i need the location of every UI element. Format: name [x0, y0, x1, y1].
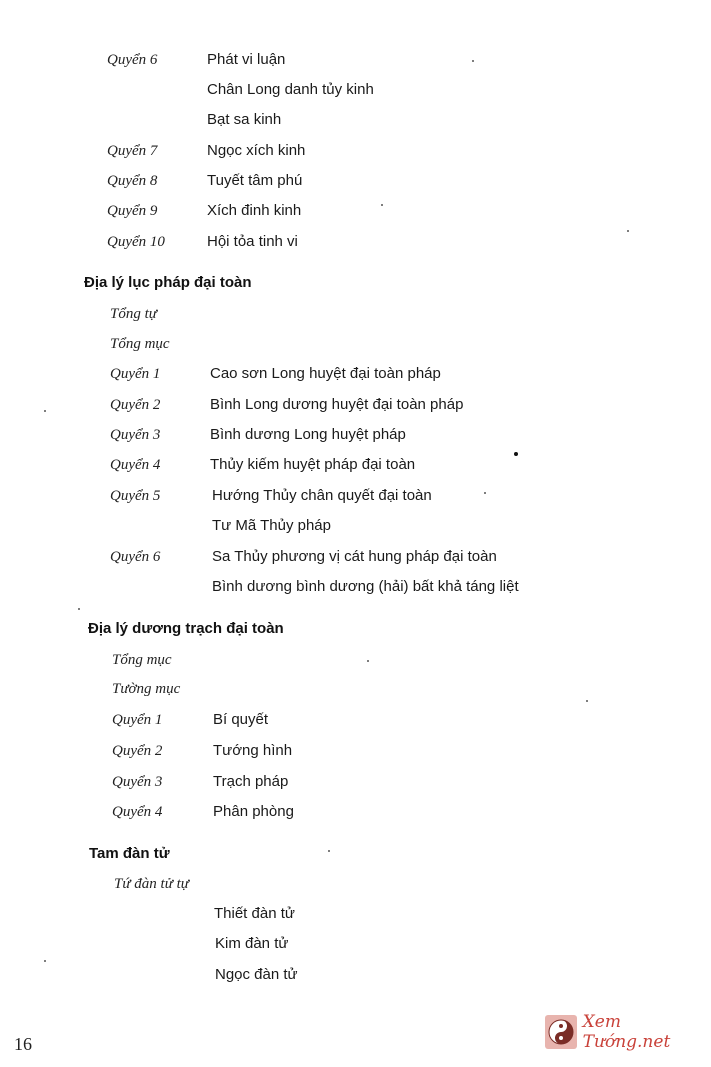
- entry-label: Quyển 10: [107, 234, 165, 250]
- entry-value: Bạt sa kinh: [207, 111, 282, 128]
- entry-label: Tổng mục: [112, 652, 172, 668]
- scan-speck: [484, 492, 486, 494]
- entry-label: Quyển 2: [110, 397, 161, 413]
- watermark: [545, 1014, 705, 1050]
- entry-label: Tổng tự: [110, 306, 157, 322]
- scan-speck: [627, 230, 629, 232]
- entry-value: Kim đàn tử: [215, 935, 289, 952]
- entry-label: Quyển 3: [112, 774, 163, 790]
- entry-value: Hướng Thủy chân quyết đại toàn: [212, 487, 432, 504]
- entry-label: Tổng mục: [110, 336, 170, 352]
- entry-value: Thủy kiếm huyệt pháp đại toàn: [210, 456, 416, 473]
- entry-value: Ngọc xích kinh: [207, 142, 306, 159]
- entry-label: Tường mục: [112, 681, 181, 697]
- entry-value: Phát vi luận: [207, 51, 286, 68]
- scan-speck: [78, 608, 80, 610]
- entry-value: Trạch pháp: [213, 773, 289, 790]
- entry-label: Quyển 1: [110, 366, 161, 382]
- page-number: 16: [14, 1034, 32, 1054]
- entry-value: Bình dương bình dương (hải) bất khả táng liệt: [212, 578, 519, 595]
- section-heading: Tam đàn tử: [89, 845, 170, 862]
- entry-value: Phân phòng: [213, 803, 294, 820]
- entry-value: Tư Mã Thủy pháp: [212, 517, 331, 534]
- entry-value: Cao sơn Long huyệt đại toàn pháp: [210, 365, 441, 382]
- scan-speck: [381, 204, 383, 206]
- entry-value: Bình dương Long huyệt pháp: [210, 426, 406, 443]
- entry-label: Quyển 1: [112, 712, 163, 728]
- section-heading: Địa lý dương trạch đại toàn: [88, 620, 284, 637]
- yin-yang-icon: [545, 1015, 577, 1049]
- entry-value: Tuyết tâm phú: [207, 172, 303, 189]
- scan-speck: [328, 850, 330, 852]
- scan-speck: [472, 60, 474, 62]
- entry-label: Quyển 3: [110, 427, 161, 443]
- entry-value: Chân Long danh tủy kinh: [207, 81, 374, 98]
- entry-label: Quyển 9: [107, 203, 158, 219]
- entry-label: Quyển 4: [112, 804, 163, 820]
- entry-label: Tứ đàn tử tự: [114, 876, 189, 892]
- watermark-text: Xem Tướng.net: [582, 1012, 671, 1052]
- scan-speck: [44, 960, 46, 962]
- entry-value: Thiết đàn tử: [214, 905, 295, 922]
- entry-label: Quyển 6: [107, 52, 158, 68]
- entry-value: Xích đinh kinh: [207, 202, 302, 219]
- entry-value: Sa Thủy phương vị cát hung pháp đại toàn: [212, 548, 497, 565]
- entry-value: Ngọc đàn tử: [215, 966, 298, 983]
- entry-value: Bí quyết: [213, 711, 269, 728]
- entry-label: Quyển 6: [110, 549, 161, 565]
- scan-speck: [367, 660, 369, 662]
- section-heading: Địa lý lục pháp đại toàn: [84, 274, 252, 291]
- entry-label: Quyển 5: [110, 488, 161, 504]
- scan-speck: [514, 452, 518, 456]
- scan-speck: [44, 410, 46, 412]
- entry-label: Quyển 7: [107, 143, 158, 159]
- entry-label: Quyển 2: [112, 743, 163, 759]
- scan-speck: [586, 700, 588, 702]
- entry-value: Tướng hình: [213, 742, 293, 759]
- entry-value: Hội tỏa tinh vi: [207, 233, 298, 250]
- entry-label: Quyển 8: [107, 173, 158, 189]
- entry-label: Quyển 4: [110, 457, 161, 473]
- entry-value: Bình Long dương huyệt đại toàn pháp: [210, 396, 464, 413]
